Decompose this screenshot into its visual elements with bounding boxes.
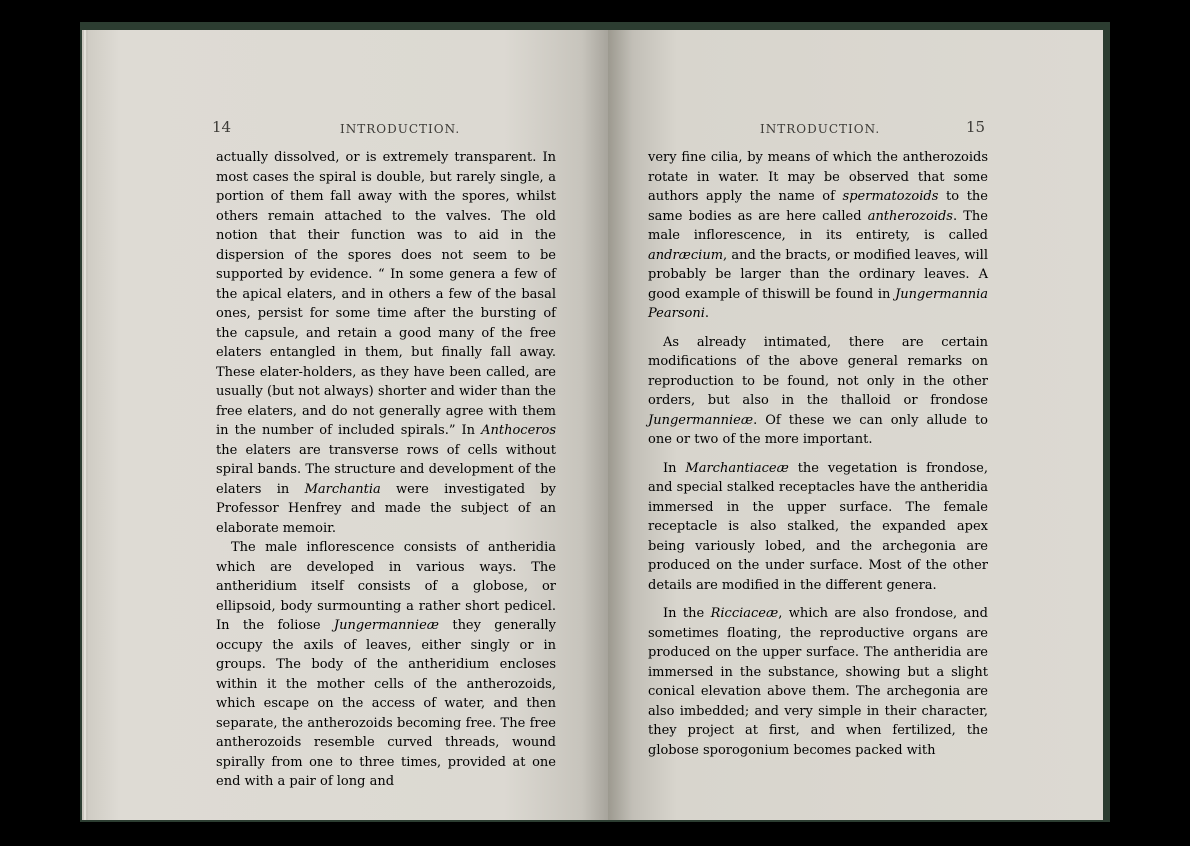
left-running-head: INTRODUCTION. xyxy=(340,122,461,136)
right-page-number: 15 xyxy=(966,118,986,136)
left-text-block xyxy=(216,148,556,792)
right-text-block xyxy=(648,148,988,760)
paragraph: In Marchantiaceæ the vegetation is frondose, and special stalked receptacles have the antheridia immersed in the upper surface. The female receptacle is also stalked, the expanded apex being variously lobed, and the archegonia are produced on the under surface. Most of the other details are modified in the different genera. xyxy=(648,460,988,593)
paragraph: In the Ricciaceæ, which are also frondose, and sometimes floating, the reproductive organs are produced on the upper surface. The antheridia are immersed in the substance, showing but a slight conical elevation above them. The archegonia are also imbedded; and very simple in their character, they project at first, and when fertilized, the globose sporogonium becomes packed with xyxy=(648,606,988,758)
left-page-number: 14 xyxy=(212,118,232,136)
paragraph: As already intimated, there are certain modifications of the above general remarks on reproduction to be found, not only in the other orders, but also in the thalloid or frondose Jungermannieæ. Of these we can only allude to one or two of the more important. xyxy=(648,334,988,447)
paragraph: The male inflorescence consists of antheridia which are developed in various ways. The antheridium itself consists of a globose, or ellipsoid, body surmounting a rather short pedicel. In the foliose Jungermannieæ they generally occupy the axils of leaves, either singly or in groups. The body of the antheridium encloses within it the mother cells of the antherozoids, which escape on the access of water, and then separate, the antherozoids becoming free. The free antherozoids resemble curved threads, wound spirally from one to three times, provided at one end with a pair of long and xyxy=(216,540,557,789)
right-running-head: INTRODUCTION. xyxy=(760,122,881,136)
paragraph: very fine cilia, by means of which the antherozoids rotate in water. It may be observed that some authors apply the name of spermatozoids to the same bodies as are here called antherozoids. The male inflorescence, in its entirety, is called andræcium, and the bracts, or modified leaves, will probably be larger than the ordinary leaves. A good example of thiswill be found in Jungermannia Pearsoni. xyxy=(648,150,989,321)
paragraph: actually dissolved, or is extremely transparent. In most cases the spiral is double, but rarely single, a portion of them fall away with the spores, whilst others remain attached to the valves. The old notion that their function was to aid in the dispersion of the spores does not seem to be supported by evidence. “ In some genera a few of the apical elaters, and in others a few of the basal ones, persist for some time after the bursting of the capsule, and retain a good many of the free elaters entangled in them, but finally fall away. These elater-holders, as they have been called, are usually (but not always) shorter and wider than the free elaters, and do not generally agree with them in the number of included spirals.” In Anthoceros the elaters are transverse rows of cells without spiral bands. The structure and development of the elaters in Marchantia were investigated by Professor Henfrey and made the subject of an elaborate memoir. xyxy=(216,150,556,536)
